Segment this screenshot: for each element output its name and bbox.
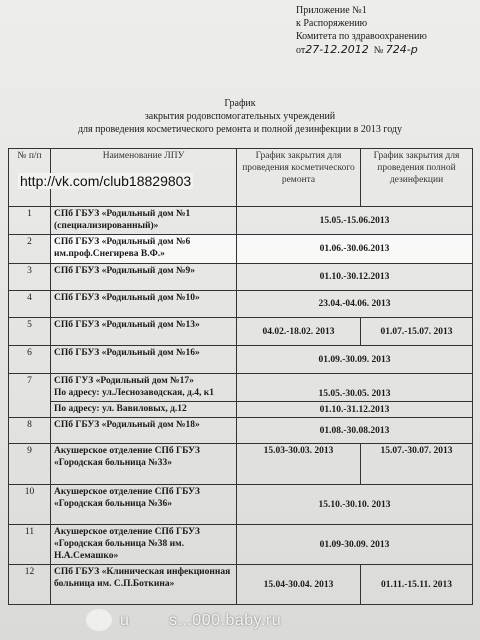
row-name: Акушерское отделение СПб ГБУЗ «Городская больница №33»	[51, 444, 237, 485]
appendix-line-3: Комитета по здравоохранению	[296, 31, 427, 42]
row-num: 9	[9, 444, 51, 485]
appendix-block	[296, 4, 427, 57]
row-num: 10	[9, 485, 51, 525]
row-num: 7	[9, 374, 51, 418]
row-num: 5	[9, 318, 51, 346]
doc-subtitle-2: для проведения косметического ремонта и полной дезинфекции в 2013 году	[77, 124, 403, 135]
row-num: 1	[9, 207, 51, 235]
header-disinfection: График закрытия для проведения полной дезинфекции	[361, 149, 473, 207]
handwritten-date: 27-12.2012	[305, 43, 369, 56]
row-date: 23.04.-04.06. 2013	[237, 291, 473, 318]
row-num: 8	[9, 418, 51, 444]
table-row	[9, 235, 473, 264]
watermark-text: u s...000.baby.ru	[120, 612, 282, 629]
row-date-1: 15.05.-30.05. 2013	[237, 374, 473, 402]
row-disinfection-date: 01.07.-15.07. 2013	[361, 318, 473, 346]
row-num: 6	[9, 346, 51, 374]
row-date: 01.08.-30.08.2013	[237, 418, 473, 444]
table-row	[9, 402, 473, 418]
row-num: 3	[9, 264, 51, 291]
table-row	[9, 485, 473, 525]
row-name: СПб ГБУЗ «Родильный дом №6 им.проф.Снегирева В.Ф.»	[51, 235, 237, 264]
row-date: 01.10.-30.12.2013	[237, 264, 473, 291]
row-repair-date: 15.03-30.03. 2013	[237, 444, 361, 485]
row-num: 4	[9, 291, 51, 318]
row-name: СПб ГБУЗ «Родильный дом №9»	[51, 264, 237, 291]
row-date: 15.10.-30.10. 2013	[237, 485, 473, 525]
schedule-table	[8, 148, 473, 605]
row-num: 11	[9, 525, 51, 565]
number-prefix: №	[373, 45, 384, 56]
table-row	[9, 207, 473, 235]
row-num: 12	[9, 565, 51, 605]
table-row	[9, 565, 473, 605]
table-row	[9, 444, 473, 485]
row-disinfection-date: 15.07.-30.07. 2013	[361, 444, 473, 485]
header-name: Наименование ЛПУ	[51, 149, 237, 207]
row-date: 01.09.-30.09. 2013	[237, 346, 473, 374]
row-date: 01.06.-30.06.2013	[237, 235, 473, 264]
row-address-2: По адресу: ул. Вавиловых, д.12	[51, 402, 237, 418]
row-name: Акушерское отделение СПб ГБУЗ «Городская больница №36»	[51, 485, 237, 525]
appendix-line-2: к Распоряжению	[296, 18, 368, 29]
row-name-text: СПб ГУЗ «Родильный дом №17»	[54, 376, 194, 386]
row-name: СПб ГБУЗ «Родильный дом №10»	[51, 291, 237, 318]
row-name: СПб ГБУЗ «Родильный дом №13»	[51, 318, 237, 346]
row-disinfection-date: 01.11.-15.11. 2013	[361, 565, 473, 605]
table-row	[9, 318, 473, 346]
row-date: 01.09-30.09. 2013	[237, 525, 473, 565]
header-num: № п/п	[9, 149, 51, 207]
site-logo-icon	[86, 609, 112, 631]
table-row	[9, 374, 473, 402]
doc-subtitle: закрытия родовспомогательных учреждений	[144, 111, 336, 122]
table-row	[9, 525, 473, 565]
appendix-line-1: Приложение №1	[296, 5, 367, 16]
appendix-date-line	[296, 43, 427, 57]
row-name: СПб ГБУЗ «Родильный дом №16»	[51, 346, 237, 374]
row-repair-date: 15.04-30.04. 2013	[237, 565, 361, 605]
row-name: СПб ГБУЗ «Родильный дом №18»	[51, 418, 237, 444]
row-address-1: По адресу: ул.Леснозаводская, д.4, к1	[54, 388, 214, 398]
table-row	[9, 346, 473, 374]
from-prefix: от	[296, 45, 306, 56]
table-row	[9, 418, 473, 444]
vk-link-overlay[interactable]: http://vk.com/club18829803	[20, 173, 192, 189]
row-name: Акушерское отделение СПб ГБУЗ «Городская больница №38 им. Н.А.Семашко»	[51, 525, 237, 565]
row-date: 15.05.-15.06.2013	[237, 207, 473, 235]
row-repair-date: 04.02.-18.02. 2013	[237, 318, 361, 346]
row-name	[51, 374, 237, 402]
table-row	[9, 264, 473, 291]
row-num: 2	[9, 235, 51, 264]
doc-title: График	[224, 98, 256, 109]
row-date-2: 01.10.-31.12.2013	[237, 402, 473, 418]
row-name: СПб ГБУЗ «Клиническая инфекционная больница им. С.П.Боткина»	[51, 565, 237, 605]
handwritten-number: 724-р	[385, 43, 418, 56]
row-name: СПб ГБУЗ «Родильный дом №1 (специализированный)»	[51, 207, 237, 235]
table-row	[9, 291, 473, 318]
header-repair: График закрытия для проведения косметического ремонта	[237, 149, 361, 207]
